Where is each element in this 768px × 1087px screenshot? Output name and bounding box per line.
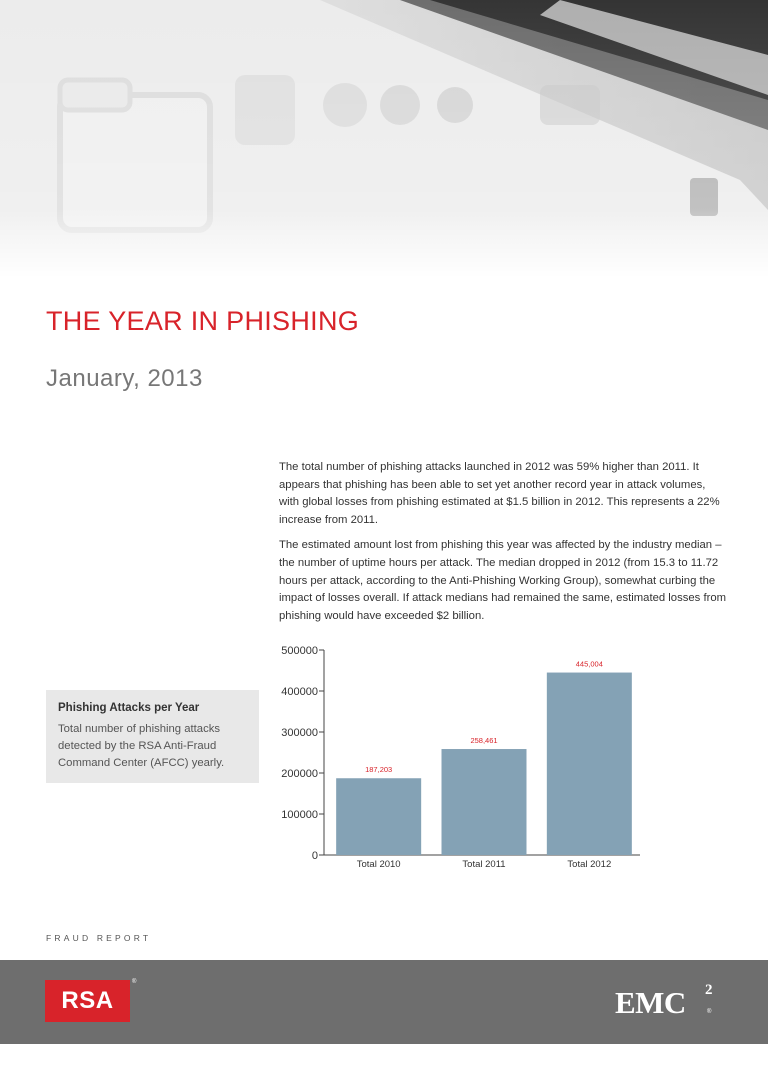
hero-image — [0, 0, 768, 278]
emc-superscript: 2 — [705, 982, 713, 998]
x-category-label: Total 2010 — [356, 859, 401, 870]
caption-title: Phishing Attacks per Year — [58, 702, 200, 714]
rsa-registered-mark: ® — [132, 979, 137, 985]
y-tick-label: 400000 — [281, 686, 318, 698]
bar-value-label: 258,461 — [470, 736, 498, 746]
y-tick-label: 200000 — [281, 768, 318, 780]
phishing-attacks-bar-chart — [270, 640, 650, 880]
body-text — [279, 459, 727, 633]
paragraph: The estimated amount lost from phishing this year was affected by the industry median – the number of uptime hours per attack. The median dropped in 2012 (from 15.3 to 11.72 hours per attack, according to the Anti-Phishing Working Group), somewhat curbing the impact of losses overall. If attack medians had remained the same, estimated losses from phishing would have exceeded $2 billion. — [279, 539, 727, 622]
bar — [442, 749, 527, 855]
bar — [336, 778, 421, 855]
y-tick-label: 300000 — [281, 727, 318, 739]
x-category-label: Total 2012 — [567, 859, 612, 870]
y-tick-label: 100000 — [281, 809, 318, 821]
bar — [547, 673, 632, 855]
paragraph: The total number of phishing attacks launched in 2012 was 59% higher than 2011. It appears that phishing has been able to set yet another record year in attack volumes, with global losses from phishing estimated at $1.5 billion in 2012. This represents a 22% increase from 2011. — [279, 461, 720, 526]
bar-value-label: 445,004 — [575, 659, 603, 669]
emc-registered-mark: ® — [707, 1009, 712, 1015]
y-tick-label: 500000 — [281, 645, 318, 657]
report-date: January, 2013 — [46, 365, 203, 392]
bar-value-label: 187,203 — [365, 765, 393, 775]
caption-text: Total number of phishing attacks detected by the RSA Anti-Fraud Command Center (AFCC) yearly. — [58, 723, 225, 769]
rsa-logo: RSA — [45, 980, 130, 1022]
footer-label: FRAUD REPORT — [46, 933, 152, 943]
emc-logo: EMC — [615, 985, 686, 1020]
y-tick-label: 0 — [311, 850, 318, 862]
chart-caption-box — [46, 690, 259, 783]
x-category-label: Total 2011 — [462, 859, 506, 870]
hero-folders-illustration — [0, 0, 768, 278]
page-title: THE YEAR IN PHISHING — [46, 306, 360, 336]
